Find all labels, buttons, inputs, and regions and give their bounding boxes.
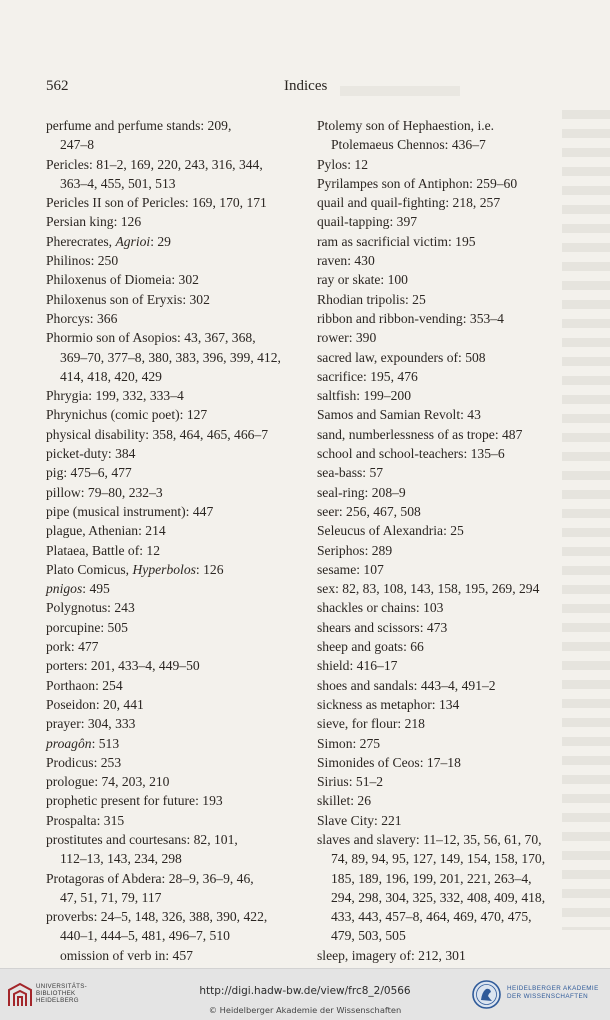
- index-entry: [46, 695, 306, 714]
- index-entry: [317, 753, 587, 772]
- index-entry: [317, 174, 587, 193]
- index-entry-line: Porthaon: 254: [46, 677, 123, 693]
- index-entry-line: Slave City: 221: [317, 812, 402, 828]
- index-entry: [317, 618, 587, 637]
- footer-bar: [0, 968, 610, 1020]
- index-entry: [317, 502, 587, 521]
- index-entry: [46, 656, 306, 675]
- index-entry-line: slaves and slavery: 11–12, 35, 56, 61, 70,: [317, 831, 542, 847]
- index-entry-line: skillet: 26: [317, 793, 371, 809]
- index-entry-line: picket-duty: 384: [46, 446, 136, 462]
- index-entry-line: Prodicus: 253: [46, 754, 122, 770]
- index-entry-continuation: 47, 51, 71, 79, 117: [60, 889, 162, 905]
- index-entry-line: Poseidon: 20, 441: [46, 696, 144, 712]
- index-entry: [46, 386, 306, 405]
- index-entry: [46, 676, 306, 695]
- index-entry-line: Samos and Samian Revolt: 43: [317, 407, 481, 423]
- index-entry: [317, 251, 587, 270]
- index-entry-line: Sirius: 51–2: [317, 774, 384, 790]
- index-entry-line: pig: 475–6, 477: [46, 465, 132, 481]
- index-entry: [317, 830, 587, 946]
- index-entry: [317, 328, 587, 347]
- index-entry-line: Pylos: 12: [317, 156, 368, 172]
- index-entry: [317, 116, 587, 155]
- index-entry-line: shoes and sandals: 443–4, 491–2: [317, 677, 496, 693]
- permalink-url[interactable]: http://digi.hadw-bw.de/view/frc8_2/0566: [199, 985, 411, 997]
- index-entry-continuation: 247–8: [60, 137, 94, 153]
- index-entry-line: Plato Comicus, Hyperbolos: 126: [46, 561, 224, 577]
- index-entry-line: sleep, imagery of: 212, 301: [317, 947, 466, 963]
- index-entry: [46, 405, 306, 424]
- index-entry: [46, 560, 306, 579]
- index-entry-line: sesame: 107: [317, 561, 384, 577]
- index-entry-line: Simonides of Ceos: 17–18: [317, 754, 461, 770]
- index-entry: [46, 637, 306, 656]
- page-number: 562: [46, 78, 69, 94]
- index-entry: [46, 444, 306, 463]
- index-entry-line: Pherecrates, Agrioi: 29: [46, 233, 171, 249]
- index-entry: [317, 695, 587, 714]
- index-entry: [317, 405, 587, 424]
- index-entry-line: quail-tapping: 397: [317, 214, 418, 230]
- index-entry-continuation: 185, 189, 196, 199, 201, 221, 263–4,: [331, 870, 532, 886]
- index-entry-continuation: 479, 503, 505: [331, 928, 406, 944]
- index-entry: [46, 714, 306, 733]
- index-entry: [46, 772, 306, 791]
- index-entry: [46, 425, 306, 444]
- index-entry: [317, 193, 587, 212]
- index-entry: [317, 232, 587, 251]
- index-entry: [317, 386, 587, 405]
- index-column-left: [46, 116, 306, 984]
- index-entry: [317, 598, 587, 617]
- index-entry-line: sex: 82, 83, 108, 143, 158, 195, 269, 294: [317, 581, 540, 597]
- index-entry-line: Prospalta: 315: [46, 812, 125, 828]
- index-entry-line: raven: 430: [317, 253, 375, 269]
- index-entry-line: porcupine: 505: [46, 619, 128, 635]
- index-entry-line: pipe (musical instrument): 447: [46, 503, 214, 519]
- index-entry: [46, 328, 306, 386]
- index-entry-line: quail and quail-fighting: 218, 257: [317, 195, 501, 211]
- index-entry: [317, 270, 587, 289]
- index-entry-line: porters: 201, 433–4, 449–50: [46, 658, 200, 674]
- index-entry-line: physical disability: 358, 464, 465, 466–7: [46, 426, 269, 442]
- index-entry-line: shackles or chains: 103: [317, 600, 444, 616]
- running-title: Indices: [284, 78, 328, 94]
- index-entry: [46, 116, 306, 155]
- index-entry: [46, 270, 306, 289]
- index-entry: [46, 212, 306, 231]
- index-entry: [317, 463, 587, 482]
- index-entry: [46, 907, 306, 965]
- index-entry: [317, 290, 587, 309]
- index-entry-line: pnigos: 495: [46, 581, 110, 597]
- index-entry-line: Simon: 275: [317, 735, 381, 751]
- index-column-right: [317, 116, 587, 984]
- index-entry: [317, 656, 587, 675]
- academy-seal-icon[interactable]: [472, 980, 501, 1009]
- index-entry: [317, 946, 587, 965]
- index-entry: [317, 811, 587, 830]
- index-entry: [46, 483, 306, 502]
- index-entry-line: sheep and goats: 66: [317, 639, 424, 655]
- index-entry-line: sacrifice: 195, 476: [317, 368, 418, 384]
- index-entry-line: proverbs: 24–5, 148, 326, 388, 390, 422,: [46, 909, 268, 925]
- academy-label: HEIDELBERGER AKADEMIE DER WISSENSCHAFTEN: [507, 985, 599, 1000]
- index-entry-line: sieve, for flour: 218: [317, 716, 425, 732]
- bleed-through-title: [340, 86, 460, 96]
- index-entry: [317, 676, 587, 695]
- index-entry-line: Pyrilampes son of Antiphon: 259–60: [317, 175, 518, 191]
- index-entry-line: Pericles II son of Pericles: 169, 170, 171: [46, 195, 267, 211]
- index-entry-line: prostitutes and courtesans: 82, 101,: [46, 831, 238, 847]
- index-entry-line: Seleucus of Alexandria: 25: [317, 523, 464, 539]
- index-entry-continuation: 433, 443, 457–8, 464, 469, 470, 475,: [331, 909, 532, 925]
- index-entry-continuation: omission of verb in: 457: [60, 947, 193, 963]
- index-entry-continuation: 369–70, 377–8, 380, 383, 396, 399, 412,: [60, 349, 281, 365]
- index-entry: [46, 290, 306, 309]
- index-entry: [317, 348, 587, 367]
- index-entry-line: Rhodian tripolis: 25: [317, 291, 426, 307]
- index-entry: [46, 618, 306, 637]
- index-entry: [317, 560, 587, 579]
- index-entry: [46, 232, 306, 251]
- index-entry: [46, 734, 306, 753]
- index-entry: [317, 772, 587, 791]
- index-entry-line: Phrygia: 199, 332, 333–4: [46, 388, 184, 404]
- index-entry-line: pork: 477: [46, 639, 99, 655]
- index-entry-continuation: 414, 418, 420, 429: [60, 368, 162, 384]
- index-entry-line: Phorcys: 366: [46, 310, 118, 326]
- index-entry-line: Philoxenus of Diomeia: 302: [46, 272, 199, 288]
- index-entry: [46, 598, 306, 617]
- university-library-label: UNIVERSITÄTS- BIBLIOTHEK HEIDELBERG: [36, 983, 87, 1005]
- index-entry-line: shears and scissors: 473: [317, 619, 448, 635]
- index-entry-line: sand, numberlessness of as trope: 487: [317, 426, 523, 442]
- index-entry-line: prophetic present for future: 193: [46, 793, 223, 809]
- index-entry-line: pillow: 79–80, 232–3: [46, 484, 163, 500]
- index-entry: [46, 463, 306, 482]
- index-entry-line: sickness as metaphor: 134: [317, 696, 460, 712]
- index-entry-line: Seriphos: 289: [317, 542, 393, 558]
- index-entry-line: perfume and perfume stands: 209,: [46, 118, 232, 133]
- index-entry-line: Phormio son of Asopios: 43, 367, 368,: [46, 330, 256, 346]
- index-entry-line: school and school-teachers: 135–6: [317, 446, 505, 462]
- index-entry: [46, 251, 306, 270]
- index-entry: [317, 579, 587, 598]
- index-entry-line: Protagoras of Abdera: 28–9, 36–9, 46,: [46, 870, 254, 886]
- index-entry: [317, 444, 587, 463]
- index-entry-line: Philinos: 250: [46, 253, 119, 269]
- index-entry-continuation: Ptolemaeus Chennos: 436–7: [331, 137, 486, 153]
- index-entry-line: prayer: 304, 333: [46, 716, 136, 732]
- index-entry: [46, 791, 306, 810]
- index-entry-line: proagôn: 513: [46, 735, 120, 751]
- index-entry-line: Phrynichus (comic poet): 127: [46, 407, 208, 423]
- index-entry: [46, 155, 306, 194]
- index-entry-line: ribbon and ribbon-vending: 353–4: [317, 310, 504, 326]
- index-entry-line: rower: 390: [317, 330, 377, 346]
- index-entry-continuation: 74, 89, 94, 95, 127, 149, 154, 158, 170,: [331, 851, 546, 867]
- index-entry: [317, 155, 587, 174]
- index-entry-line: Persian king: 126: [46, 214, 142, 230]
- index-entry: [317, 212, 587, 231]
- index-entry: [317, 425, 587, 444]
- copyright-notice: © Heidelberger Akademie der Wissenschaften: [208, 1005, 402, 1015]
- index-entry-line: plague, Athenian: 214: [46, 523, 166, 539]
- index-entry-line: shield: 416–17: [317, 658, 398, 674]
- index-entry-line: ram as sacrificial victim: 195: [317, 233, 476, 249]
- index-entry: [46, 830, 306, 869]
- index-entry: [317, 521, 587, 540]
- index-entry-line: Polygnotus: 243: [46, 600, 135, 616]
- index-entry-line: sacred law, expounders of: 508: [317, 349, 486, 365]
- index-entry: [317, 714, 587, 733]
- index-entry-line: Pericles: 81–2, 169, 220, 243, 316, 344,: [46, 156, 263, 172]
- index-entry-line: Philoxenus son of Eryxis: 302: [46, 291, 210, 307]
- index-entry-line: prologue: 74, 203, 210: [46, 774, 170, 790]
- index-entry: [317, 791, 587, 810]
- index-entry: [46, 309, 306, 328]
- index-entry-continuation: 294, 298, 304, 325, 332, 408, 409, 418,: [331, 889, 546, 905]
- index-entry: [46, 869, 306, 908]
- index-entry: [46, 811, 306, 830]
- index-entry: [317, 541, 587, 560]
- index-entry-line: Ptolemy son of Hephaestion, i.e.: [317, 118, 495, 133]
- index-entry-continuation: 440–1, 444–5, 481, 496–7, 510: [60, 928, 230, 944]
- index-entry: [46, 502, 306, 521]
- index-entry: [46, 541, 306, 560]
- index-entry-line: seal-ring: 208–9: [317, 484, 406, 500]
- index-entry-line: saltfish: 199–200: [317, 388, 412, 404]
- index-entry: [317, 637, 587, 656]
- index-entry: [46, 193, 306, 212]
- index-entry-continuation: 363–4, 455, 501, 513: [60, 175, 176, 191]
- index-entry-line: sea-bass: 57: [317, 465, 384, 481]
- index-entry-line: seer: 256, 467, 508: [317, 503, 421, 519]
- index-entry: [317, 734, 587, 753]
- index-entry-line: ray or skate: 100: [317, 272, 408, 288]
- index-entry: [46, 521, 306, 540]
- index-entry-continuation: 112–13, 143, 234, 298: [60, 851, 182, 867]
- index-entry: [317, 483, 587, 502]
- index-entry: [317, 309, 587, 328]
- index-entry: [46, 579, 306, 598]
- index-entry-line: Plataea, Battle of: 12: [46, 542, 161, 558]
- index-entry: [46, 753, 306, 772]
- index-entry: [317, 367, 587, 386]
